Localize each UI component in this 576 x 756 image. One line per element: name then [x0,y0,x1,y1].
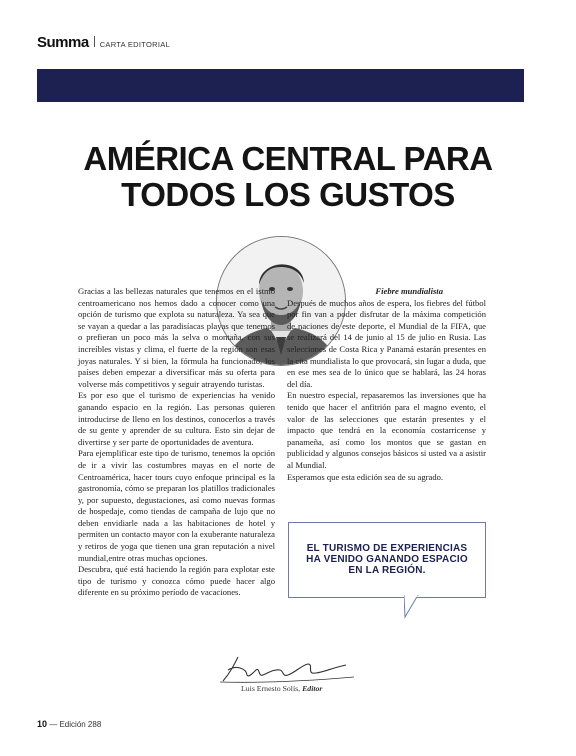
paragraph: Es por eso que el turismo de experiencias ha venido ganando espacio en la región. Las personas quieren introducirse de lleno en los destinos, conocerlos a través de su gente y aprender de su cultura. Esto sin dejar de divertirse y ser parte de oportunidades de aventura. [78,390,275,447]
section-label: CARTA EDITORIAL [99,40,171,49]
pull-quote [288,522,486,598]
signer-role: Editor [302,684,323,693]
pull-quote-text [289,543,485,576]
header-divider [94,36,95,47]
edition-label: — Edición 288 [49,720,102,729]
header-band [37,69,524,102]
article-title [0,141,576,213]
pull-quote-line: EL TURISMO DE EXPERIENCIAS [306,543,468,554]
signer-name: Luis Ernesto Solís, [241,684,301,693]
paragraph: Gracias a las bellezas naturales que tenemos en el istmo centroamericano nos hemos dado a conocer como una opción de turismo que explota su naturaleza. Ya sea que se vayan a quedar a las paradisíacas playas que tenemos o prefieran un poco más la selva o montaña, con sus increíbles vistas y clima, el fuerte de la región son esas joyas naturales. Y si bien, la fórmula ha funcionado, los países deben empezar a diversificar más su oferta para volverse más competitivos y seguir atrayendo turistas. [78,286,275,389]
paragraph: En nuestro especial, repasaremos las inversiones que ha tenido que hacer el anfitrión para el magno evento, el valor de las selecciones que estarán presentes y el impacto que tendrá en la economía costarricense y panameña, así como los montos que se gastan en publicidad y algunos consejos básicos si usted va a asistir al Mundial. [287,390,486,470]
paragraph: Esperamos que esta edición sea de su agrado. [287,471,444,482]
pull-quote-line: HA VENIDO GANANDO ESPACIO [306,554,468,565]
brand-logo: Summa [37,34,89,51]
subheading: Fiebre mundialista [375,286,443,296]
title-line-2: TODOS LOS GUSTOS [121,176,455,213]
editor-signature-icon [218,651,358,687]
paragraph: Después de muchos años de espera, los fiebres del fútbol por fin van a poder disfrutar de la máxima competición de naciones de este deporte, el Mundial de la FIFA, que se realizará del 14 de junio al 15 de julio en Rusia. Las selecciones de Costa Rica y Panamá estarán presentes en la cita mundialista lo que provocará, sin lugar a duda, que en ese mes sea de lo único que se hablará, las 24 horas del día. [287,297,486,389]
pull-quote-line: EN LA REGIÓN. [348,565,426,576]
quote-tail-icon [404,595,420,619]
title-line-1: AMÉRICA CENTRAL PARA [83,140,493,177]
page-number: 10 [37,719,48,729]
left-column [78,286,275,599]
page-header [37,34,170,51]
right-column [287,286,486,483]
paragraph: Descubra, qué está haciendo la región para explotar este tipo de turismo y conozca cómo puede hacer algo diferente en su próximo período de vacaciones. [78,564,275,598]
paragraph: Para ejemplificar este tipo de turismo, tenemos la opción de ir a vivir las costumbres mayas en el norte de Centroamérica, hacer tours cuyo enfoque principal es la gastronomía, cómo se preparan los platillos tradicionales y, por supuesto, degustaciones, así como nuevas formas de hospedaje, como tiendas de campaña de lujo que no deben envidiarle nada a las habitaciones de hotel y permiten un contacto mayor con la exuberante naturaleza y retiros de yoga que tienen una gran reputación a nivel mundial,entre otras muchas opciones. [78,448,275,563]
page-footer [37,719,101,729]
signer-credit [241,684,322,693]
